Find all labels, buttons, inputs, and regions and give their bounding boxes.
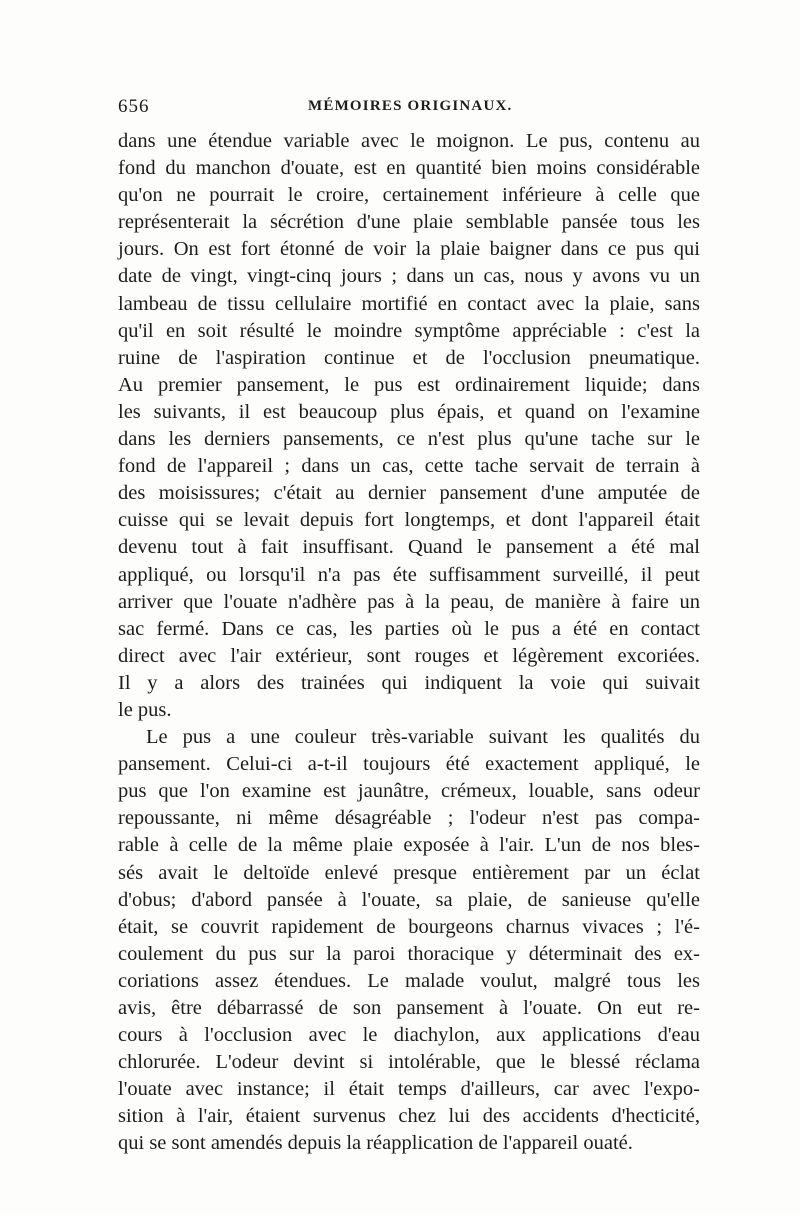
text-line: d'obus; d'abord pansée à l'ouate, sa plaie, de sanieuse qu'elle [118,888,700,911]
text-line: cours à l'occlusion avec le diachylon, aux applications d'eau [118,1024,700,1047]
text-line: coulement du pus sur la paroi thoracique y déterminait des ex- [118,942,700,965]
text-line: des moisissures; c'était au dernier pansement d'une amputée de [118,482,700,505]
text-line: qu'il en soit résulté le moindre symptôme appréciable : c'est la [118,319,700,342]
text-line: dans une étendue variable avec le moignon. Le pus, contenu au [118,130,700,152]
paragraph [118,724,700,1158]
page-header [118,96,700,120]
text-line: ruine de l'aspiration continue et de l'occlusion pneumatique. [118,346,700,369]
text-line: rable à celle de la même plaie exposée à l'air. L'un de nos bles- [118,834,700,857]
text-line: appliqué, ou lorsqu'il n'a pas éte suffisamment surveillé, il peut [118,563,700,586]
text-line: Il y a alors des trainées qui indiquent la voie qui suivait [118,671,700,694]
text-line: avis, être débarrassé de son pansement à l'ouate. On eut re- [118,997,700,1019]
text-line: l'ouate avec instance; il était temps d'ailleurs, car avec l'expo- [118,1078,700,1101]
text-line: pansement. Celui-ci a-t-il toujours été exactement appliqué, le [118,753,700,776]
text-line: qu'on ne pourrait le croire, certainement inférieure à celle que [118,184,700,207]
text-line: arriver que l'ouate n'adhère pas à la peau, de manière à faire un [118,590,700,613]
running-head: MÉMOIRES ORIGINAUX. [308,98,513,114]
text-line: direct avec l'air extérieur, sont rouges et légèrement excoriées. [118,644,700,667]
text-line: chlorurée. L'odeur devint si intolérable, que le blessé réclama [118,1051,700,1074]
text-line: coriations assez étendues. Le malade voulut, malgré tous les [118,969,700,992]
text-line: était, se couvrit rapidement de bourgeons charnus vivaces ; l'é- [118,915,700,938]
text-line: le pus. [118,698,172,721]
text-line: date de vingt, vingt-cinq jours ; dans un cas, nous y avons vu un [118,265,700,288]
text-line: fond du manchon d'ouate, est en quantité bien moins considérable [118,157,700,180]
page-body [118,128,700,1158]
text-line: lambeau de tissu cellulaire mortifié en contact avec la plaie, sans [118,292,700,315]
text-line: dans les derniers pansements, ce n'est plus qu'une tache sur le [118,428,700,451]
text-line: sés avait le deltoïde enlevé presque entièrement par un éclat [118,861,700,884]
text-line: fond de l'appareil ; dans un cas, cette tache servait de terrain à [118,455,700,478]
text-line: sition à l'air, étaient survenus chez lui des accidents d'hecticité, [118,1105,700,1128]
text-line: les suivants, il est beaucoup plus épais, et quand on l'examine [118,400,700,423]
page-number: 656 [118,96,150,117]
paragraph [118,128,700,724]
text-line: repoussante, ni même désagréable ; l'odeur n'est pas compa- [118,807,700,830]
text-line: Le pus a une couleur très-variable suivant les qualités du [146,726,700,749]
text-line: qui se sont amendés depuis la réapplication de l'appareil ouaté. [118,1132,633,1155]
text-line: pus que l'on examine est jaunâtre, crémeux, louable, sans odeur [118,780,700,803]
text-line: représenterait la sécrétion d'une plaie semblable pansée tous les [118,211,700,234]
text-line: cuisse qui se levait depuis fort longtemps, et dont l'appareil était [118,509,700,532]
text-line: devenu tout à fait insuffisant. Quand le pansement a été mal [118,536,700,559]
text-line: jours. On est fort étonné de voir la plaie baigner dans ce pus qui [118,238,700,261]
text-line: Au premier pansement, le pus est ordinairement liquide; dans [118,373,700,396]
text-line: sac fermé. Dans ce cas, les parties où le pus a été en contact [118,617,700,640]
